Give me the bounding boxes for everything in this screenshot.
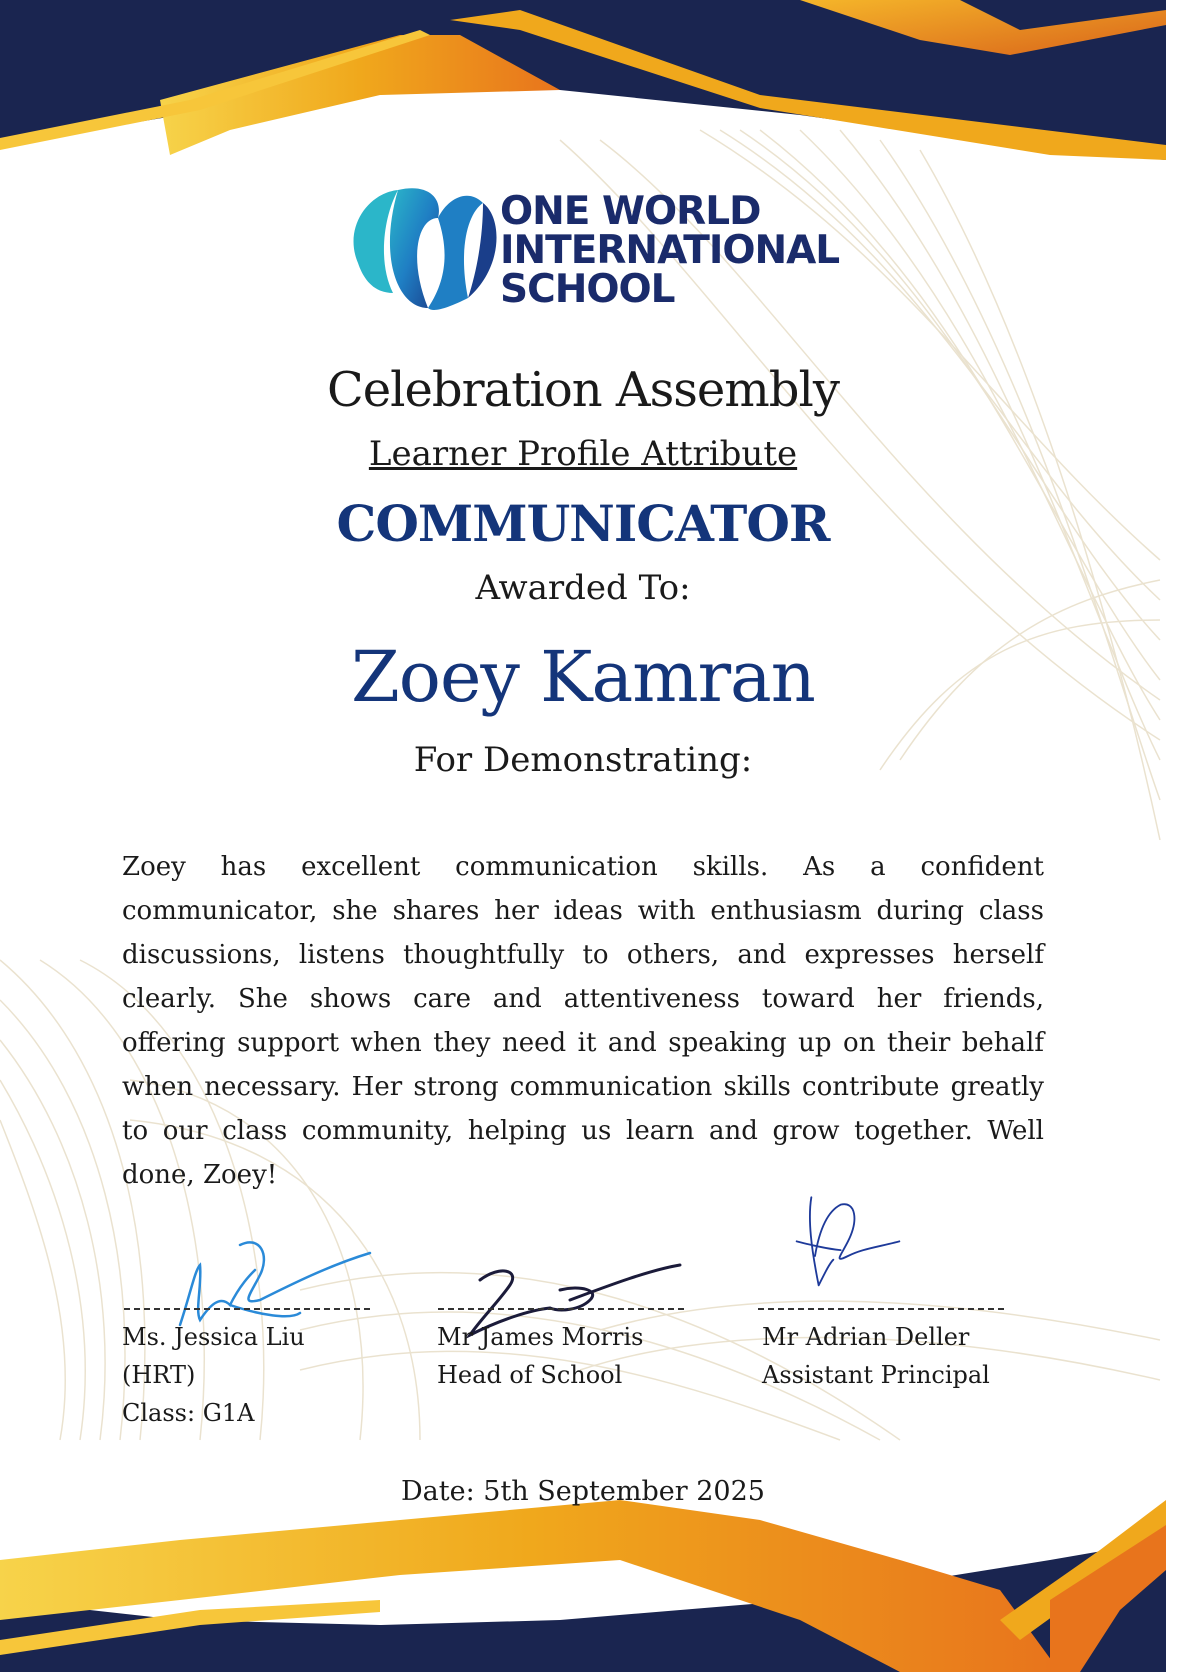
signatory-3-name: Mr Adrian Deller: [762, 1323, 970, 1351]
recipient-name: Zoey Kamran: [351, 636, 815, 718]
signature-line-2: [438, 1308, 684, 1310]
signatory-2-role: Head of School: [437, 1361, 623, 1389]
signatory-1: [122, 1318, 382, 1432]
signatory-1-name: Ms. Jessica Liu (HRT): [122, 1323, 305, 1389]
signatory-1-role: Class: G1A: [122, 1399, 255, 1427]
school-name-line2: INTERNATIONAL: [500, 228, 840, 273]
for-demonstrating-label: For Demonstrating:: [413, 740, 753, 780]
signatory-2: [437, 1318, 697, 1394]
signatory-3: [762, 1318, 1022, 1394]
signature-line-3: [758, 1308, 1004, 1310]
award-date: Date: 5th September 2025: [401, 1476, 765, 1507]
awarded-to-label: Awarded To:: [475, 568, 691, 608]
school-name-line1: ONE WORLD: [500, 189, 761, 234]
school-name-line3: SCHOOL: [500, 267, 675, 312]
attribute-title: COMMUNICATOR: [336, 494, 830, 553]
certificate-heading: Celebration Assembly: [327, 362, 839, 418]
award-description: Zoey has excellent communication skills. As a confident communicator, she shares her ideas with enthusiasm during class discussions, listens thoughtfully to others, and expresses herself clearly. She shows care and attentiveness toward her friends, offering support when they need it and speaking up on their behalf when necessary. Her strong communication skills contribute greatly to our class community, helping us learn and grow together. Well done, Zoey!: [122, 852, 1044, 1190]
school-name: [500, 189, 840, 312]
signature-line-1: [124, 1308, 370, 1310]
signatory-2-name: Mr James Morris: [437, 1323, 644, 1351]
certificate-subheading: Learner Profile Attribute: [368, 434, 798, 474]
signature-3-drawing: [740, 1190, 1000, 1300]
signatory-3-role: Assistant Principal: [762, 1361, 990, 1389]
